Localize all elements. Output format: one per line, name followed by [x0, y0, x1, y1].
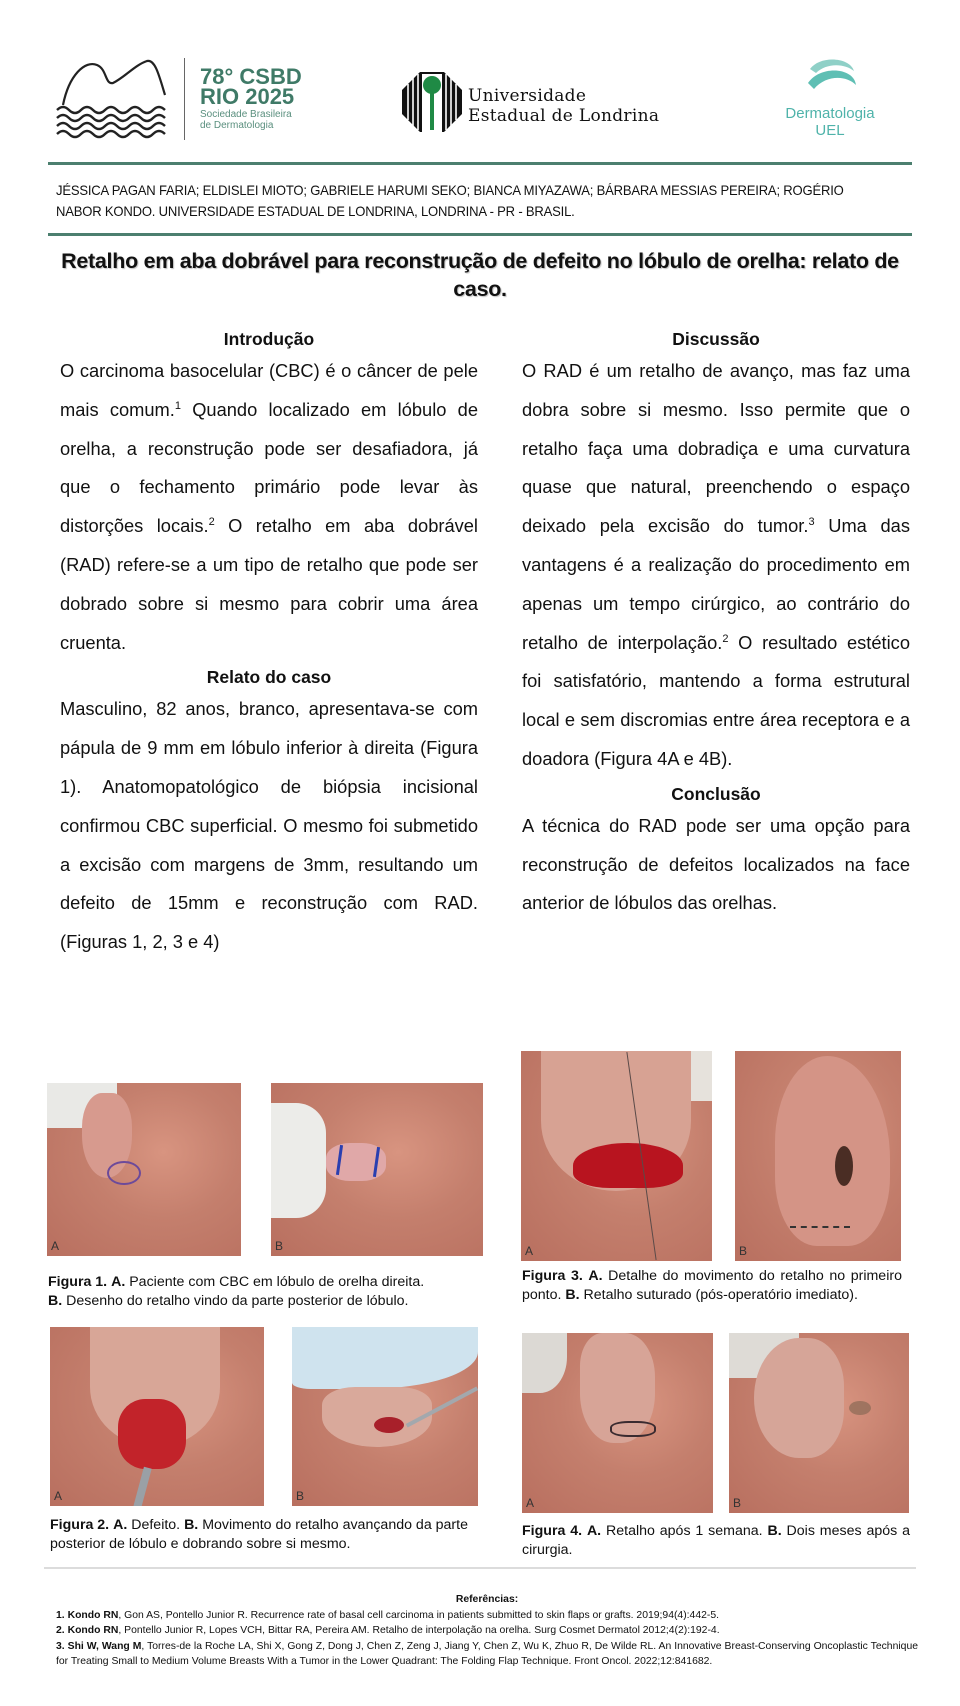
panel-label-a: A	[54, 1489, 63, 1503]
uel-name	[468, 86, 659, 126]
ref-authors: Shi W, Wang M	[67, 1640, 142, 1652]
disc-citation-3: 3	[808, 516, 815, 529]
figure-1a-photo	[47, 1083, 241, 1256]
disc-part2: Uma das vantagens é a realização do procedimento em apenas um tempo cirúrgico, ao contrário do retalho de interpolação.	[522, 515, 910, 653]
ref-authors: Kondo RN	[67, 1625, 119, 1636]
references-title: Referências:	[455, 1594, 519, 1605]
panel-label-b: B	[296, 1489, 305, 1503]
reference-item	[56, 1623, 918, 1639]
derm-line2: UEL	[815, 122, 845, 139]
left-column	[60, 326, 478, 962]
ref-text: , Torres-de la Roche LA, Shi X, Gong Z, Dong J, Chen Z, Zeng J, Jiang Y, Chen Z, Wu K, Zhuo R, De Wilde RL. An Innovative Breast-Conserving Oncoplastic Technique for Treating Small to Medium Volume Breasts With a Tumor in the Lower Quadrant: The Folding Flap Technique. Front Oncol. 2022;12:841682.	[56, 1640, 919, 1667]
ref-num: 3.	[56, 1640, 65, 1652]
conclusao-heading: Conclusão	[671, 783, 761, 804]
disc-part3: O resultado estético foi satisfatório, mantendo a forma estrutural local e sem discromias entre área receptora e a doadora (Figura 4A e 4B).	[522, 631, 910, 769]
figure-4b-photo	[729, 1333, 909, 1513]
csbd-line2: RIO 2025	[200, 84, 295, 109]
figure-1b-photo	[271, 1083, 483, 1256]
ear-shape	[775, 1056, 890, 1246]
flap-wound	[573, 1143, 683, 1188]
ref-authors: Kondo RN	[67, 1609, 119, 1621]
fig1-b-text: Desenho do retalho vindo da parte posterior de lóbulo.	[62, 1293, 409, 1309]
panel-label-b: B	[733, 1496, 742, 1510]
lesion-marking	[107, 1161, 141, 1185]
suture-line	[790, 1226, 850, 1231]
fig4-label: Figura 4.	[522, 1523, 583, 1539]
fig1-b-key: B.	[48, 1293, 63, 1309]
dermatologia-uel-text	[770, 105, 890, 139]
hair-shape	[522, 1333, 567, 1393]
figure-2b-photo	[292, 1327, 478, 1506]
figure-4a-photo	[522, 1333, 713, 1513]
header-divider	[48, 162, 912, 165]
uel-emblem-icon	[400, 70, 464, 134]
uel-line2: Estadual de Londrina	[468, 106, 660, 126]
figure-2a-photo	[50, 1327, 264, 1506]
fig2-a-text: Defeito.	[127, 1517, 185, 1533]
figure-3a-photo	[521, 1051, 712, 1261]
derm-line1: Dermatologia	[785, 105, 875, 122]
panel-label-a: A	[51, 1239, 60, 1253]
sugarloaf-mountain-icon	[55, 55, 185, 145]
reference-item	[56, 1639, 918, 1670]
authors-divider	[48, 233, 912, 236]
suture-line	[610, 1421, 656, 1437]
flap-wound	[374, 1417, 404, 1433]
intro-part3: O retalho em aba dobrável (RAD) refere-se a um tipo de retalho que pode ser dobrado sobre si mesmo para cobrir uma área cruenta.	[60, 515, 478, 653]
ear-shape	[322, 1387, 432, 1447]
references-section	[56, 1592, 918, 1670]
poster-title: Retalho em aba dobrável para reconstrução de defeito no lóbulo de orelha: relato de caso.	[61, 249, 899, 301]
csbd-subtitle	[200, 109, 292, 131]
fig1-a-text: Paciente com CBC em lóbulo de orelha direita.	[125, 1274, 425, 1290]
wave-emblem-icon	[770, 55, 890, 105]
disc-part1: O RAD é um retalho de avanço, mas faz uma dobra sobre si mesmo. Isso permite que o retalho faça uma dobradiça e uma curvatura quase que natural, preenchendo o espaço deixado pela excisão do tumor.	[522, 360, 910, 537]
glove-shape	[271, 1103, 326, 1218]
fig4-b-text: Dois meses após a cirurgia.	[522, 1523, 910, 1558]
fig4-b-key: B.	[767, 1523, 782, 1539]
panel-label-b: B	[739, 1244, 748, 1258]
skin-spot	[849, 1401, 871, 1415]
intro-citation-1: 1	[174, 399, 181, 412]
ref-num: 2.	[56, 1625, 65, 1636]
intro-part1: O carcinoma basocelular (CBC) é o câncer de pele mais comum.	[60, 360, 478, 420]
fig3-b-key: B.	[565, 1287, 580, 1303]
figure-3-caption	[522, 1267, 902, 1305]
discussao-text	[522, 352, 910, 779]
figure-2-caption	[50, 1516, 490, 1554]
figure-1-caption	[48, 1273, 488, 1311]
panel-label-b: B	[275, 1239, 284, 1253]
defect-wound	[118, 1399, 186, 1469]
fig4-a-text: Retalho após 1 semana.	[601, 1523, 768, 1539]
fig3-label: Figura 3.	[522, 1268, 583, 1284]
references-divider	[44, 1567, 916, 1569]
drape-shape	[292, 1327, 478, 1389]
discussao-heading: Discussão	[672, 329, 760, 349]
relato-heading: Relato do caso	[206, 667, 332, 688]
fig3-b-text: Retalho suturado (pós-operatório imediato).	[579, 1287, 858, 1303]
reference-item	[56, 1608, 918, 1624]
ref-num: 1.	[56, 1609, 65, 1621]
ear-shape	[754, 1338, 844, 1458]
authors-affiliation: JÉSSICA PAGAN FARIA; ELDISLEI MIOTO; GABRIELE HARUMI SEKO; BIANCA MIYAZAWA; BÁRBARA MESSIAS PEREIRA; ROGÉRIO NABOR KONDO. UNIVERSIDADE ESTADUAL DE LONDRINA, LONDRINA - PR - BRASIL.	[56, 183, 844, 219]
figure-3b-photo	[735, 1051, 901, 1261]
fig1-a-key: A.	[111, 1274, 126, 1290]
logo-divider	[184, 58, 185, 140]
relato-text: Masculino, 82 anos, branco, apresentava-se com pápula de 9 mm em lóbulo inferior à direita (Figura 1). Anatomopatológico de biópsia incisional confirmou CBC superficial. O mesmo foi submetido a excisão com margens de 3mm, resultando um defeito de 15mm e reconstrução com RAD. (Figuras 1, 2, 3 e 4)	[60, 698, 478, 953]
fig2-b-key: B.	[184, 1517, 199, 1533]
panel-label-a: A	[526, 1496, 535, 1510]
intro-citation-2: 2	[208, 516, 215, 529]
fig3-a-text: Detalhe do movimento do retalho no primeiro ponto.	[522, 1268, 902, 1303]
csbd-line1: 78° CSBD	[200, 64, 302, 89]
fig3-a-key: A.	[588, 1268, 603, 1284]
ref-text: , Gon AS, Pontello Junior R. Recurrence rate of basal cell carcinoma in patients submitted to skin flaps or grafts. 2019;94(4):442-5.	[118, 1609, 720, 1621]
fig4-a-key: A.	[586, 1523, 602, 1539]
panel-label-a: A	[525, 1244, 534, 1258]
fig2-b-text: Movimento do retalho avançando da parte posterior de lóbulo e dobrando sobre si mesmo.	[50, 1517, 468, 1552]
csbd-sub1: Sociedade Brasileira	[200, 109, 292, 120]
right-column	[522, 326, 910, 923]
fig2-a-key: A.	[113, 1517, 128, 1533]
conclusao-text: A técnica do RAD pode ser uma opção para reconstrução de defeitos localizados na face anterior de lóbulos das orelhas.	[522, 814, 910, 914]
csbd-title	[200, 64, 302, 109]
intro-part2: Quando localizado em lóbulo de orelha, a reconstrução pode ser desafiadora, já que o fechamento primário pode levar às distorções locais.	[60, 398, 478, 537]
fig1-label: Figura 1.	[48, 1274, 108, 1290]
ear-canal	[835, 1146, 853, 1186]
fig2-label: Figura 2.	[50, 1517, 110, 1533]
figure-4-caption	[522, 1522, 910, 1560]
instrument	[132, 1467, 151, 1506]
uel-line1: Universidade	[468, 86, 587, 106]
csbd-sub2: de Dermatologia	[200, 120, 274, 131]
introducao-text	[60, 352, 478, 662]
disc-citation-2: 2	[722, 632, 729, 645]
ref-text: , Pontello Junior R, Lopes VCH, Bittar RA, Pereira AM. Retalho de interpolação na orelha. Surg Cosmet Dermatol 2012;4(2):192-4.	[118, 1625, 720, 1636]
introducao-heading: Introdução	[223, 329, 315, 349]
